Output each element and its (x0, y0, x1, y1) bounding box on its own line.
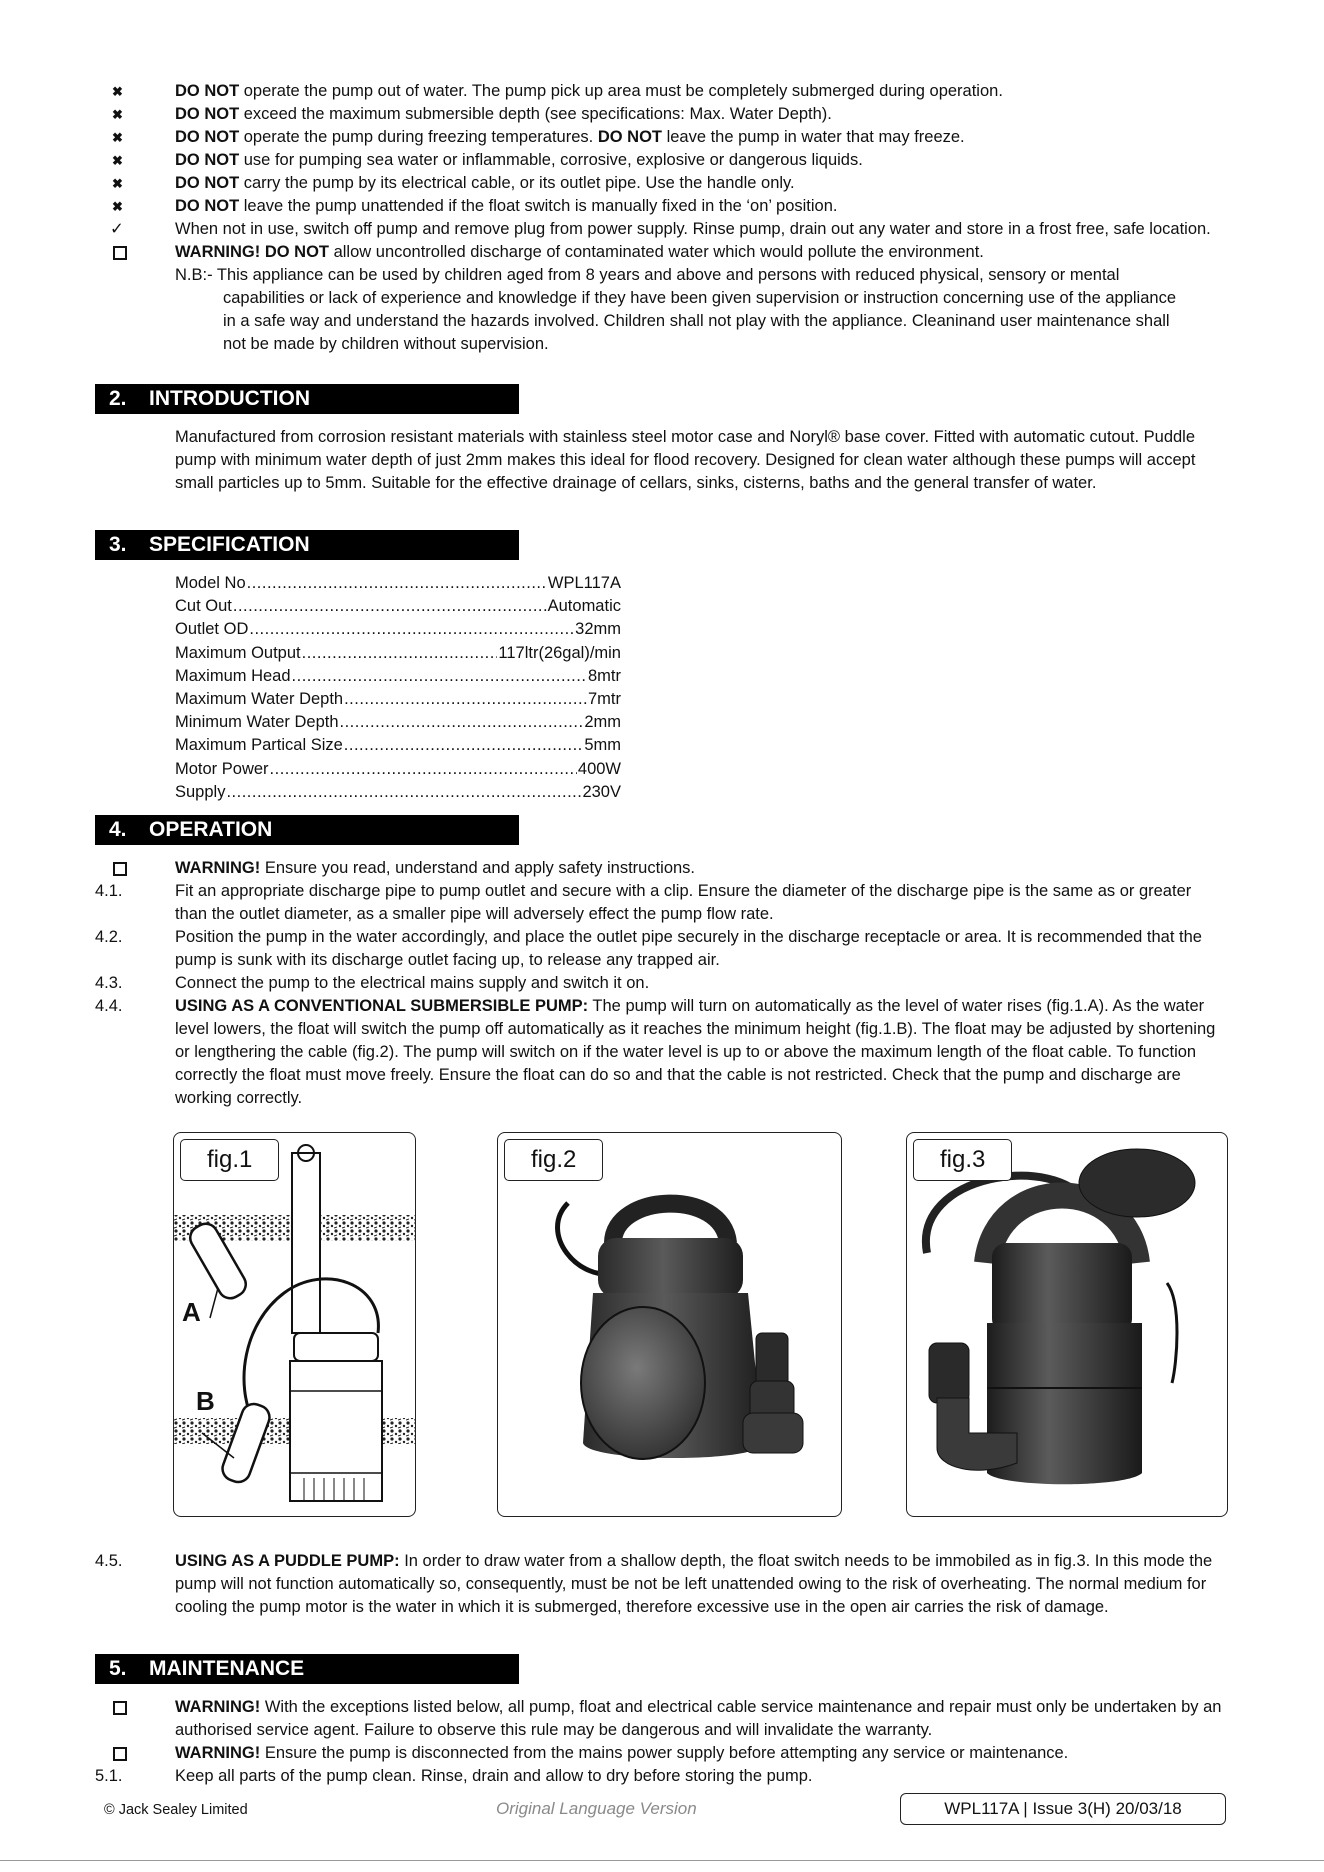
spec-label: Supply (175, 782, 226, 801)
spec-row (175, 734, 621, 757)
spec-label: Maximum Head (175, 666, 291, 685)
warning-label: WARNING! (175, 859, 261, 877)
check-icon: ✓ (110, 220, 124, 238)
section-title: INTRODUCTION (149, 387, 310, 410)
safety-text: When not in use, switch off pump and remove plug from power supply. Rinse pump, drain out any water and store in a frost free, safe location. (175, 220, 1211, 238)
item-text: Keep all parts of the pump clean. Rinse, drain and allow to dry before storing the pump. (175, 1767, 813, 1785)
spec-value: 2mm (584, 713, 621, 732)
figure-label: fig.1 (180, 1139, 279, 1181)
pump-float-diagram (174, 1133, 415, 1516)
spec-row (175, 688, 621, 711)
spec-row (175, 665, 621, 688)
section-number: 3. (109, 533, 127, 556)
cross-icon: ✖ (112, 153, 123, 168)
figure-3 (906, 1132, 1228, 1517)
spec-row (175, 711, 621, 734)
spec-label: Outlet OD (175, 620, 249, 639)
warning-text: With the exceptions listed below, all pump, float and electrical cable service maintenance and repair must only be undertaken by an authorised service agent. Failure to observe this rule may be dangerous and will invalidate the warranty. (175, 1698, 1222, 1739)
safety-emphasis: WARNING! DO NOT (175, 243, 329, 261)
spec-value: 32mm (575, 620, 621, 639)
marker-b-label: B (196, 1386, 215, 1416)
spec-value: 400W (577, 759, 621, 778)
spec-label: Maximum Output (175, 643, 301, 662)
item-text: Fit an appropriate discharge pipe to pump outlet and secure with a clip. Ensure the diameter of the discharge pipe is the same as or greater than the outlet diameter, as a smaller pipe will adversely effect the pump flow rate. (175, 882, 1192, 923)
spec-value: 8mtr (588, 666, 621, 685)
specification-table (175, 572, 621, 804)
section-number: 4. (109, 818, 127, 841)
safety-text: allow uncontrolled discharge of contaminated water which would pollute the environment. (329, 243, 984, 261)
item-emphasis: USING AS A CONVENTIONAL SUBMERSIBLE PUMP: (175, 997, 589, 1015)
leader-dots (292, 665, 587, 688)
section-header-specification (95, 530, 519, 560)
leader-dots (247, 572, 547, 595)
safety-emphasis: DO NOT (175, 105, 240, 123)
maintenance-warning (95, 1696, 1225, 1742)
safety-text: exceed the maximum submersible depth (see specifications: Max. Water Depth). (239, 105, 832, 123)
spec-label: Minimum Water Depth (175, 713, 339, 732)
safety-emphasis: DO NOT (597, 128, 662, 146)
document-reference: WPL117A | Issue 3(H) 20/03/18 (900, 1793, 1226, 1825)
safety-emphasis: DO NOT (175, 174, 240, 192)
spec-row (175, 595, 621, 618)
leader-dots (340, 711, 584, 734)
leader-dots (270, 758, 577, 781)
spec-row (175, 758, 621, 781)
leader-dots (344, 688, 587, 711)
item-text: The pump will turn on automatically as the level of water rises (fig.1.A). As the water level lowers, the float will switch the pump off automatically as it reaches the minimum height (fig.1.B). The float may be adjusted by shortening or lengthering the cable (fig.2). The pump will switch on if the water level is up to or above the maximum length of the float cable. To function correctly the float must move freely. Ensure the float can do so and that the cable is not restricted. Check that the pump and discharge are working correctly. (175, 997, 1216, 1107)
safety-item (95, 172, 1225, 195)
warning-label: WARNING! (175, 1744, 261, 1762)
safety-text: carry the pump by its electrical cable, or its outlet pipe. Use the handle only. (239, 174, 795, 192)
cross-icon: ✖ (112, 84, 123, 99)
operation-item (95, 995, 1225, 1110)
safety-text: operate the pump out of water. The pump pick up area must be completely submerged during operation. (239, 82, 1003, 100)
item-number: 5.1. (95, 1767, 123, 1785)
nb-note-lead: N.B:- This appliance can be used by children aged from 8 years and above and persons with reduced physical, sensory or mental (175, 266, 1120, 284)
figure-1 (173, 1132, 416, 1517)
spec-row (175, 618, 621, 641)
safety-item (95, 241, 1225, 264)
safety-emphasis: DO NOT (175, 197, 240, 215)
safety-emphasis: DO NOT (175, 151, 240, 169)
section-header-operation (95, 815, 519, 845)
maintenance-warning (95, 1742, 1225, 1765)
item-number: 4.1. (95, 882, 123, 900)
item-text: Connect the pump to the electrical mains supply and switch it on. (175, 974, 650, 992)
item-number: 4.3. (95, 974, 123, 992)
operation-item (95, 880, 1225, 926)
item-text: In order to draw water from a shallow depth, the float switch needs to be immobiled as in fig.3. In this mode the pump will not function automatically so, consequently, must be not be left unattended owing to the risk of overheating. The normal medium for cooling the pump motor is the water in which it is submerged, therefore excessive use in the open air carries the risk of damage. (175, 1552, 1213, 1616)
section-header-maintenance (95, 1654, 519, 1684)
safety-item (95, 218, 1225, 241)
intro-paragraph: Manufactured from corrosion resistant materials with stainless steel motor case and Noryl® base cover. Fitted with automatic cutout. Puddle pump with minimum water depth of just 2mm makes this ideal for flood recovery. Designed for clean water although these pumps will accept small particles up to 5mm. Suitable for the effective drainage of cellars, sinks, cisterns, baths and the general transfer of water. (175, 428, 1196, 492)
safety-text: operate the pump during freezing temperatures. (239, 128, 598, 146)
figure-label: fig.3 (913, 1139, 1012, 1181)
maintenance-item (95, 1765, 1225, 1788)
safety-emphasis: DO NOT (175, 128, 240, 146)
safety-item (95, 195, 1225, 218)
maintenance-list (95, 1696, 1225, 1788)
leader-dots (249, 618, 574, 641)
section-header-introduction (95, 384, 519, 414)
item-number: 4.4. (95, 997, 123, 1015)
section-number: 5. (109, 1657, 127, 1680)
safety-item (95, 103, 1225, 126)
section-title: MAINTENANCE (149, 1657, 305, 1680)
safety-text: leave the pump unattended if the float switch is manually fixed in the ‘on’ position. (239, 197, 838, 215)
cross-icon: ✖ (112, 176, 123, 191)
item-number: 4.5. (95, 1552, 123, 1570)
spec-label: Maximum Water Depth (175, 690, 344, 709)
copyright-notice: © Jack Sealey Limited (104, 1802, 248, 1818)
spec-value: 117ltr(26gal)/min (498, 643, 621, 662)
spec-label: Cut Out (175, 597, 232, 616)
spec-label: Maximum Partical Size (175, 736, 343, 755)
checkbox-icon (95, 1696, 175, 1722)
spec-label: Motor Power (175, 759, 269, 778)
leader-dots (344, 734, 584, 757)
spec-value: Automatic (547, 597, 621, 616)
spec-row (175, 781, 621, 804)
warning-label: WARNING! (175, 1698, 261, 1716)
spec-row (175, 642, 621, 665)
safety-emphasis: DO NOT (175, 82, 240, 100)
pump-photo-float-fixed (907, 1133, 1227, 1516)
spec-label: Model No (175, 574, 246, 592)
marker-a-label: A (182, 1297, 201, 1327)
operation-item-puddle (95, 1550, 1225, 1619)
operation-item (95, 926, 1225, 972)
spec-row (175, 572, 621, 595)
safety-item (95, 80, 1225, 103)
pump-photo-float-free (498, 1133, 841, 1516)
warning-text: Ensure you read, understand and apply safety instructions. (260, 859, 696, 877)
leader-dots (302, 642, 498, 665)
safety-item (95, 149, 1225, 172)
item-number: 4.2. (95, 928, 123, 946)
figure-2 (497, 1132, 842, 1517)
page-bottom-rule (0, 1860, 1324, 1861)
language-version: Original Language Version (496, 1799, 697, 1818)
safety-item (95, 126, 1225, 149)
operation-item (95, 972, 1225, 995)
figure-label: fig.2 (504, 1139, 603, 1181)
operation-list (95, 857, 1225, 1110)
item-text: Position the pump in the water accordingly, and place the outlet pipe securely in the discharge receptacle or area. It is recommended that the pump is sunk with its discharge outlet facing up, to release any trapped air. (175, 928, 1202, 969)
operation-item (95, 1550, 1225, 1619)
spec-value: 230V (582, 782, 621, 801)
nb-note-continuation: capabilities or lack of experience and knowledge if they have been given supervision or instruction concerning use of the appliance in a safe way and understand the hazards involved. Children shall not play with the appliance. Cleaninand user maintenance shall not be made by children without supervision. (223, 289, 1177, 353)
cross-icon: ✖ (112, 107, 123, 122)
section-title: SPECIFICATION (149, 533, 310, 556)
leader-dots (226, 781, 581, 804)
spec-value: 5mm (584, 736, 621, 755)
safety-text: use for pumping sea water or inflammable, corrosive, explosive or dangerous liquids. (239, 151, 863, 169)
safety-text: leave the pump in water that may freeze. (661, 128, 965, 146)
section-title: OPERATION (149, 818, 273, 841)
section-number: 2. (109, 387, 127, 410)
nb-note (95, 264, 1225, 356)
safety-list (95, 80, 1225, 356)
cross-icon: ✖ (112, 199, 123, 214)
spec-value: 7mtr (588, 690, 621, 709)
item-emphasis: USING AS A PUDDLE PUMP: (175, 1552, 400, 1570)
operation-warning (95, 857, 1225, 880)
spec-value: WPL117A (547, 574, 621, 592)
cross-icon: ✖ (112, 130, 123, 145)
warning-text: Ensure the pump is disconnected from the mains power supply before attempting any service or maintenance. (260, 1744, 1069, 1762)
leader-dots (233, 595, 547, 618)
